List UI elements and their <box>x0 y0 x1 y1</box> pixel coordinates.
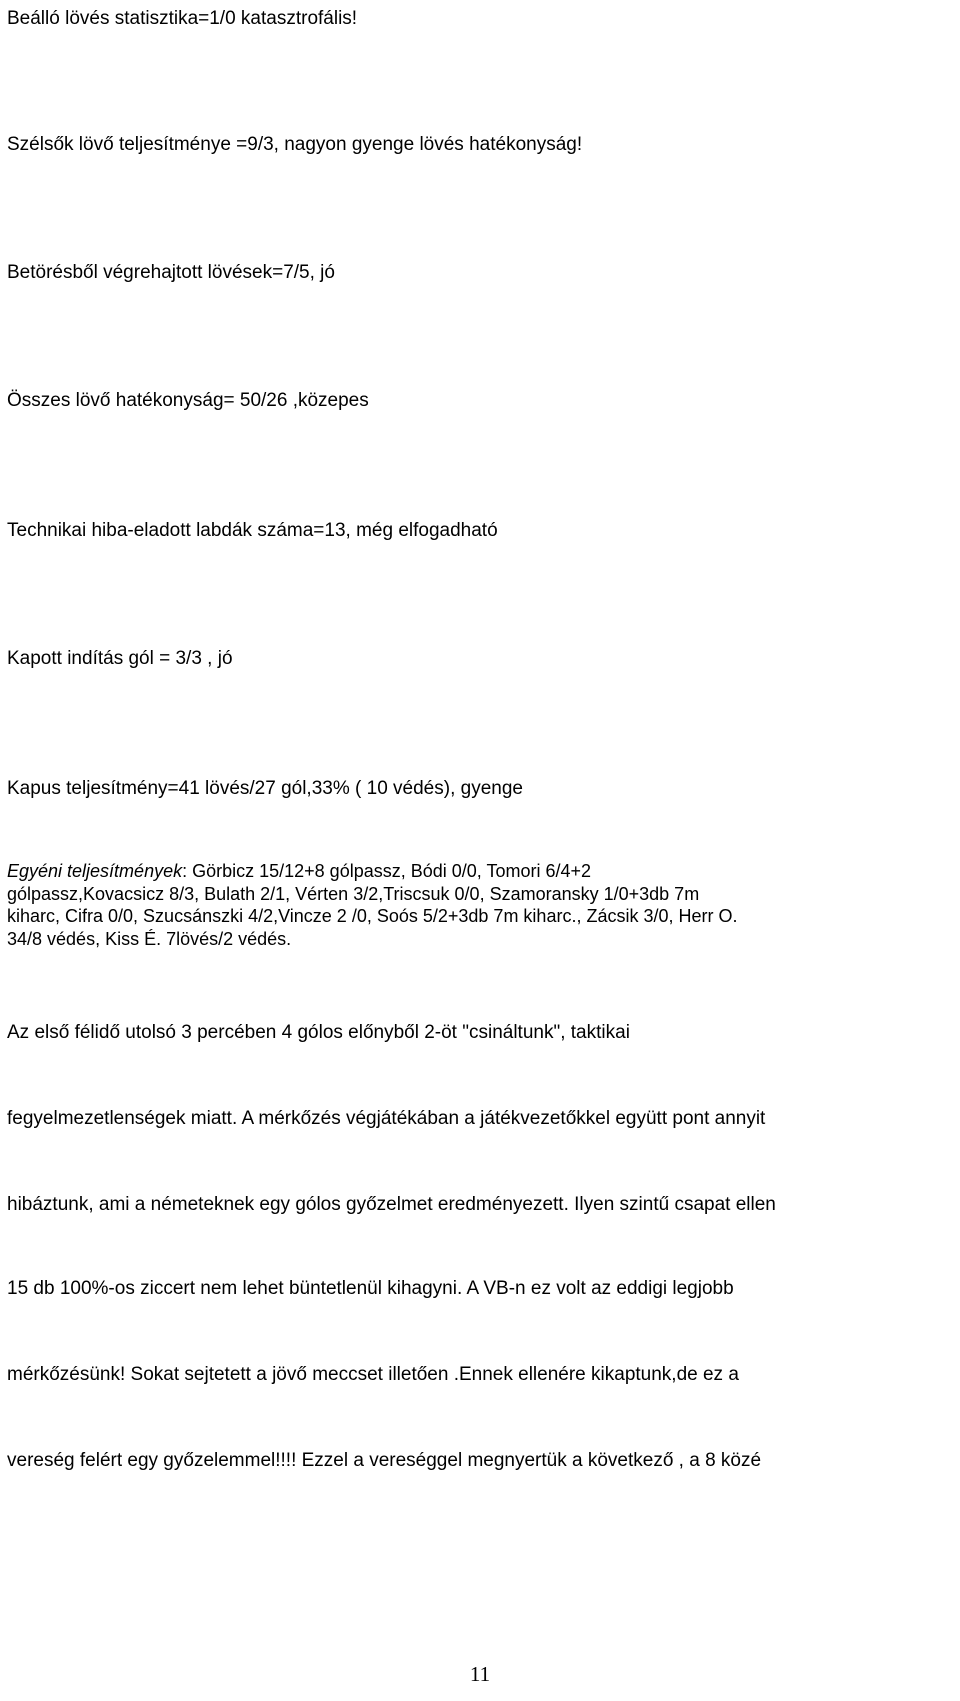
stat-line: Kapott indítás gól = 3/3 , jó <box>7 648 233 669</box>
summary-line: vereség felért egy győzelemmel!!!! Ezzel a vereséggel megnyertük a következő , a 8 közé <box>7 1450 762 1471</box>
individual-performances <box>7 860 947 950</box>
stat-line: Szélsők lövő teljesítménye =9/3, nagyon gyenge lövés hatékonyság! <box>7 134 583 155</box>
stat-line: Technikai hiba-eladott labdák száma=13, még elfogadható <box>7 520 498 541</box>
individual-line <box>7 860 947 883</box>
individual-line: gólpassz,Kovacsicz 8/3, Bulath 2/1, Vérten 3/2,Triscsuk 0/0, Szamoransky 1/0+3db 7m <box>7 883 700 904</box>
individual-label: Egyéni teljesítmények <box>7 861 183 881</box>
individual-line: kiharc, Cifra 0/0, Szucsánszki 4/2,Vincze 2 /0, Soós 5/2+3db 7m kiharc., Zácsik 3/0, Herr O. <box>7 906 738 926</box>
summary-line: hibáztunk, ami a németeknek egy gólos győzelmet eredményezett. Ilyen szintű csapat ellen <box>7 1194 776 1215</box>
page-number: 11 <box>469 1662 491 1686</box>
stat-line: Kapus teljesítmény=41 lövés/27 gól,33% ( 10 védés), gyenge <box>7 778 523 799</box>
stat-line: Betörésből végrehajtott lövések=7/5, jó <box>7 262 335 283</box>
individual-text: : Görbicz 15/12+8 gólpassz, Bódi 0/0, Tomori 6/4+2 <box>182 861 592 881</box>
summary-line: fegyelmezetlenségek miatt. A mérkőzés végjátékában a játékvezetőkkel együtt pont annyit <box>7 1108 766 1129</box>
summary-line: mérkőzésünk! Sokat sejtetett a jövő meccset illetően .Ennek ellenére kikaptunk,de ez a <box>7 1364 739 1385</box>
individual-line: 34/8 védés, Kiss É. 7lövés/2 védés. <box>7 928 292 949</box>
stat-line: Beálló lövés statisztika=1/0 katasztrofális! <box>7 8 358 29</box>
summary-line: Az első félidő utolsó 3 percében 4 gólos előnyből 2-öt "csináltunk", taktikai <box>7 1022 630 1043</box>
stat-line: Összes lövő hatékonyság= 50/26 ,közepes <box>7 390 369 411</box>
summary-line: 15 db 100%-os ziccert nem lehet büntetlenül kihagyni. A VB-n ez volt az eddigi legjobb <box>7 1278 734 1299</box>
